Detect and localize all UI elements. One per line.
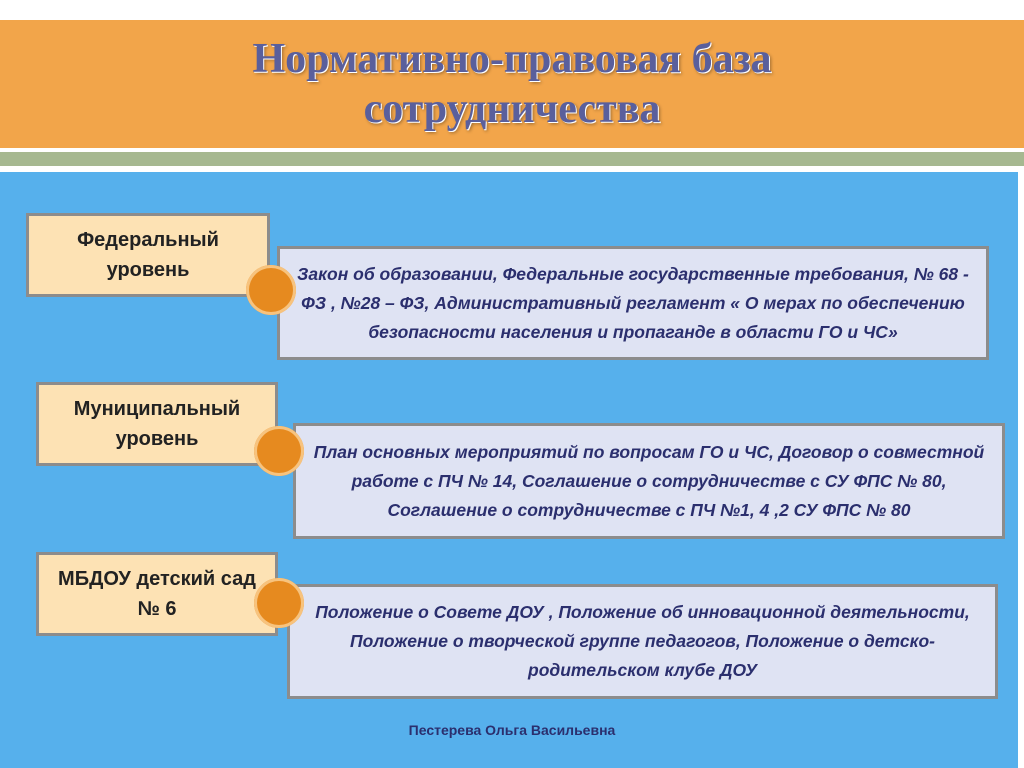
page-title xyxy=(0,20,1024,148)
doc-box-federal xyxy=(277,246,989,360)
doc-text-kindergarten: Положение о Совете ДОУ , Положение об инновационной деятельности, Положение о творческой группе педагогов, Положение о детско-родительском клубе ДОУ xyxy=(315,602,970,680)
doc-text-municipal: План основных мероприятий по вопросам ГО и ЧС, Договор о совместной работе с ПЧ № 14, Соглашение о сотрудничестве с СУ ФПС № 80, Соглашение о сотрудничестве с ПЧ №1, 4 ,2 СУ ФПС № 80 xyxy=(313,441,985,520)
doc-box-municipal xyxy=(293,423,1005,539)
author-credit: Пестерева Ольга Васильевна xyxy=(408,722,616,738)
content-edge xyxy=(1018,172,1024,768)
level-label-kindergarten: МБДОУ детский сад № 6 xyxy=(58,568,256,620)
title-line-2: сотрудничества xyxy=(363,86,661,132)
divider-stripe xyxy=(0,152,1024,166)
level-box-kindergarten xyxy=(36,552,278,636)
level-label-municipal: Муниципальный уровень xyxy=(73,398,241,450)
connector-dot-municipal xyxy=(254,426,304,476)
title-line-1: Нормативно-правовая база xyxy=(252,36,772,82)
connector-dot-kindergarten xyxy=(254,578,304,628)
doc-box-kindergarten xyxy=(287,584,998,699)
level-box-federal xyxy=(26,213,270,297)
connector-dot-federal xyxy=(246,265,296,315)
level-label-federal: Федеральный уровень xyxy=(77,229,219,281)
doc-text-federal: Закон об образовании, Федеральные государственные требования, № 68 - ФЗ , №28 – ФЗ, Административный регламент « О мерах по обеспечению безопасности населения и пропаганде в области ГО и ЧС» xyxy=(297,263,969,342)
level-box-municipal xyxy=(36,382,278,466)
